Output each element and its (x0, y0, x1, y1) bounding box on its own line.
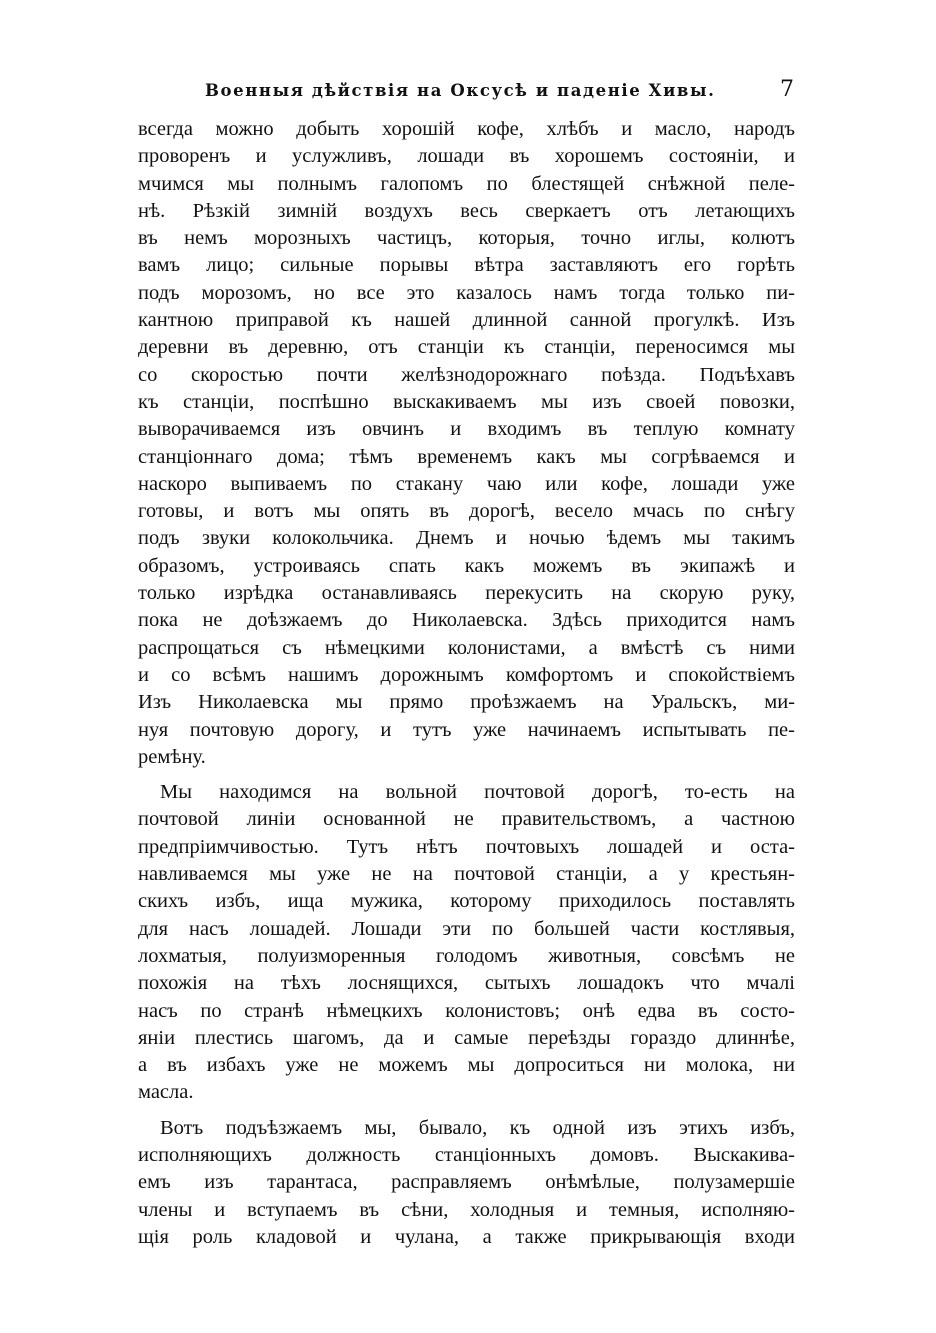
text-line: масла. (138, 1081, 194, 1104)
text-line: а въ избахъ уже не можемъ мы допроситься ни молока, ни (138, 1054, 795, 1077)
text-line: нуя почтовую дорогу, и тутъ уже начинаемъ испытывать пе- (138, 718, 795, 741)
paragraph-gap (138, 771, 795, 779)
paragraph-2 (138, 779, 795, 1107)
text-line: скихъ избъ, ища мужика, которому приходилось поставлять (138, 890, 795, 913)
text-line: навливаемся мы уже не на почтовой станціи, а у крестьян- (138, 863, 795, 886)
text-line: пока не доѣзжаемъ до Николаевска. Здѣсь приходится намъ (138, 609, 795, 632)
text-line: щія роль кладовой и чулана, а также прикрывающія входи (138, 1225, 795, 1248)
text-line: похожія на тѣхъ лоснящихся, сытыхъ лошадокъ что мчалі (138, 972, 795, 995)
paragraph-3 (138, 1115, 795, 1251)
text-line: и со всѣмъ нашимъ дорожнымъ комфортомъ и спокойствіемъ (138, 663, 795, 686)
text-line: яніи плестись шагомъ, да и самые переѣзды гораздо длиннѣе, (138, 1026, 795, 1049)
text-line: деревни въ деревню, отъ станціи къ станціи, переносимся мы (138, 336, 795, 359)
text-line: мчимся мы полнымъ галопомъ по блестящей снѣжной пеле- (138, 172, 795, 195)
text-line: лохматыя, полуизморенныя голодомъ животныя, совсѣмъ не (138, 944, 795, 967)
page-number: 7 (780, 77, 794, 102)
text-line: ремѣну. (138, 745, 206, 768)
text-line: емъ изъ тарантаса, расправляемъ онѣмѣлые, полузамершіе (138, 1171, 795, 1194)
text-line: вамъ лицо; сильные порывы вѣтра заставляютъ его горѣть (138, 254, 795, 277)
text-line: къ станціи, поспѣшно выскакиваемъ мы изъ своей повозки, (138, 390, 795, 413)
text-line: кантною приправой къ нашей длинной санной прогулкѣ. Изъ (138, 309, 795, 332)
text-line: предпріимчивостью. Тутъ нѣтъ почтовыхъ лошадей и оста- (138, 835, 795, 858)
text-line: всегда можно добыть хорошій кофе, хлѣбъ и масло, народъ (138, 118, 795, 140)
text-line: распрощаться съ нѣмецкими колонистами, а вмѣстѣ съ ними (138, 636, 795, 659)
text-line: исполняющихъ должность станціонныхъ домовъ. Выскакива- (138, 1143, 795, 1166)
body-text (138, 116, 795, 1251)
text-line: въ немъ морозныхъ частицъ, которыя, точно иглы, колютъ (138, 227, 795, 250)
text-line: выворачиваемся изъ овчинъ и входимъ въ теплую комнату (138, 418, 795, 441)
text-line: почтовой линіи основанной не правительствомъ, а частною (138, 808, 795, 831)
text-line: проворенъ и услужливъ, лошади въ хорошемъ состояніи, и (138, 145, 795, 168)
paragraph-gap (138, 1107, 795, 1115)
text-line: только изрѣдка останавливаясь перекусить на скорую руку, (138, 582, 795, 605)
text-line: подъ морозомъ, но все это казалось намъ тогда только пи- (138, 281, 795, 304)
text-line: насъ по странѣ нѣмецкихъ колонистовъ; онѣ едва въ состо- (138, 999, 795, 1022)
text-line: станціоннаго дома; тѣмъ временемъ какъ мы согрѣваемся и (138, 445, 795, 468)
text-line: нѣ. Рѣзкій зимній воздухъ весь сверкаетъ отъ летающихъ (138, 199, 795, 222)
text-line: Вотъ подъѣзжаемъ мы, бывало, къ одной изъ этихъ избъ, (160, 1116, 795, 1139)
text-line: образомъ, устроиваясь спать какъ можемъ въ экипажѣ и (138, 554, 795, 577)
text-line: члены и вступаемъ въ сѣни, холодныя и темныя, исполняю- (138, 1198, 795, 1221)
text-line: наскоро выпиваемъ по стакану чаю или кофе, лошади уже (138, 472, 795, 495)
text-line: для насъ лошадей. Лошади эти по большей части костлявыя, (138, 917, 795, 940)
text-line: готовы, и вотъ мы опять въ дорогѣ, весело мчась по снѣгу (138, 500, 795, 523)
text-line: Мы находимся на вольной почтовой дорогѣ, то-есть на (160, 781, 795, 804)
text-line: со скоростью почти желѣзнодорожнаго поѣзда. Подъѣхавъ (138, 363, 795, 386)
text-line: Изъ Николаевска мы прямо проѣзжаемъ на Уральскъ, ми- (138, 691, 795, 714)
running-title: Военныя дѣйствія на Оксусѣ и паденіе Хивы. (205, 81, 716, 100)
text-line: подъ звуки колокольчика. Днемъ и ночью ѣдемъ мы такимъ (138, 527, 795, 550)
paragraph-1 (138, 116, 795, 771)
